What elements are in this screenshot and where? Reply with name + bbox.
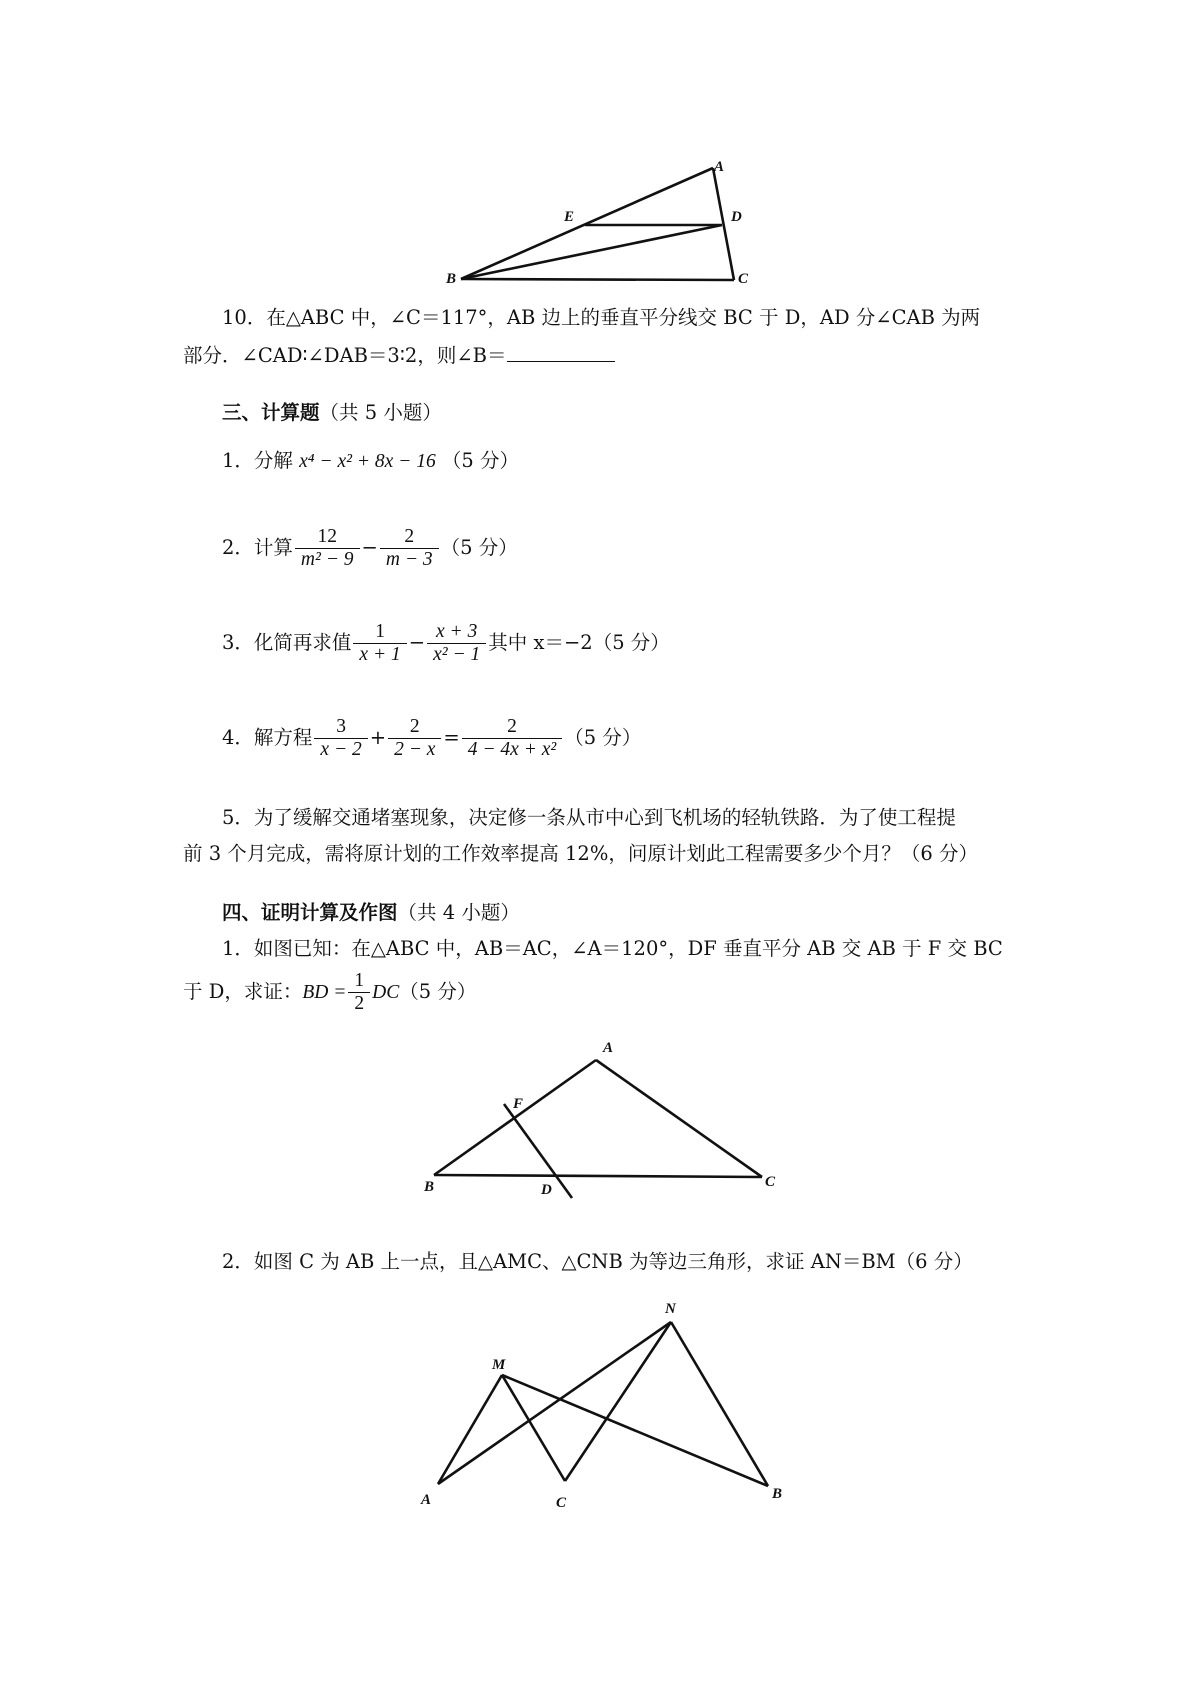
s3-q4-frac1-den: x − 2 [320,739,362,760]
s4-q1-expr-left: BD = [302,982,347,1003]
figure-triangle-abc-fd [0,1030,1191,1210]
label-a: A [603,1040,614,1056]
section4-note: （共 4 小题） [397,901,520,924]
s3-q2-frac2-num: 2 [380,526,439,549]
figure-triangle-abc-ed [0,0,1191,300]
section4-heading [222,896,520,930]
s4-q1-expr-right: DC [372,982,400,1003]
s3-q4-frac2-num: 2 [388,716,441,739]
s3-q2 [222,520,518,576]
label-f: F [513,1096,524,1112]
s3-q1 [222,444,519,479]
s4-q2: 2．如图 C 为 AB 上一点，且△AMC、△CNB 为等边三角形，求证 AN＝BM（6 分） [222,1250,973,1273]
s3-q2-score: （5 分） [440,536,518,559]
s3-q3-prefix: 3．化简再求值 [222,631,352,654]
s3-q3-frac2-den: x² − 1 [433,644,481,665]
s3-q4-frac3 [462,716,562,762]
s3-q4-frac2 [388,716,441,762]
label-c: C [765,1174,776,1190]
q10-line2-text: 部分．∠CAD∶∠DAB＝3∶2，则∠B＝ [183,344,507,367]
s4-q1-line2-prefix: 于 D，求证： [183,980,303,1003]
label-b: B [772,1486,783,1502]
s3-q5-line2: 前 3 个月完成，需将原计划的工作效率提高 12%，问原计划此工程需要多少个月？（6 分） [183,842,978,865]
s3-q4-prefix: 4．解方程 [222,726,313,749]
s3-q3-frac2 [427,621,486,667]
label-a: A [421,1492,432,1508]
s3-q3 [222,615,670,671]
s4-q1-frac [348,970,370,1016]
s3-q4-frac2-den: 2 − x [394,739,436,760]
label-b: B [446,271,457,287]
s3-q3-frac1-den: x + 1 [359,644,401,665]
s3-q2-frac2-den: m − 3 [385,549,433,570]
s3-q2-frac2 [380,526,439,572]
answer-blank[interactable] [507,337,615,362]
s3-q2-frac1 [295,526,360,572]
s4-q1-line1: 1．如图已知：在△ABC 中，AB＝AC，∠A＝120°，DF 垂直平分 AB 交 AB 于 F 交 BC [222,937,1003,960]
s4-q1-frac-num: 1 [348,970,370,993]
s3-q1-score: （5 分） [441,449,520,472]
s3-q4-frac3-den: 4 − 4x + x² [467,739,557,760]
section4-title: 四、证明计算及作图 [222,901,398,924]
label-c: C [738,271,749,287]
s3-q4-frac1-num: 3 [314,716,367,739]
q10-line1: 10．在△ABC 中，∠C＝117°，AB 边上的垂直平分线交 BC 于 D，AD 分∠CAB 为两 [222,306,981,329]
q10-line2 [183,337,615,373]
section3-note: （共 5 小题） [319,401,442,424]
section3-title: 三、计算题 [222,401,320,424]
s3-q4 [222,710,641,766]
label-b: B [424,1179,435,1195]
label-c: C [556,1495,567,1511]
s3-q5-line1: 5．为了缓解交通堵塞现象，决定修一条从市中心到飞机场的轻轨铁路．为了使工程提 [222,806,956,829]
s3-q2-prefix: 2．计算 [222,536,293,559]
s3-q4-frac3-num: 2 [462,716,562,739]
s3-q3-frac1-num: 1 [353,621,406,644]
s3-q4-score: （5 分） [564,726,642,749]
label-n: N [665,1301,676,1317]
s3-q2-frac1-den: m² − 9 [300,549,354,570]
label-e: E [564,209,575,225]
s3-q1-expr: x⁴ − x² + 8x − 16 [299,451,436,472]
s4-q1-score: （5 分） [399,980,477,1003]
s4-q1-frac-den: 2 [354,993,365,1014]
section3-heading [222,396,442,430]
s3-q4-frac1 [314,716,367,762]
s3-q2-frac1-num: 12 [295,526,360,549]
s3-q4-op2: = [443,726,460,749]
s3-q4-op1: + [369,726,387,749]
s3-q3-frac1 [353,621,406,667]
s3-q3-op: − [408,631,426,654]
s3-q2-op: − [361,536,378,559]
figure-equilateral-triangles [0,1290,1191,1530]
label-d: D [731,209,742,225]
label-a: A [714,159,725,175]
s3-q3-frac2-num: x + 3 [427,621,486,644]
s3-q3-suffix: 其中 x＝−2（5 分） [488,631,670,654]
label-m: M [492,1357,506,1373]
label-d: D [541,1182,552,1198]
s3-q1-prefix: 1．分解 [222,449,293,472]
s4-q1-line2 [183,964,476,1021]
